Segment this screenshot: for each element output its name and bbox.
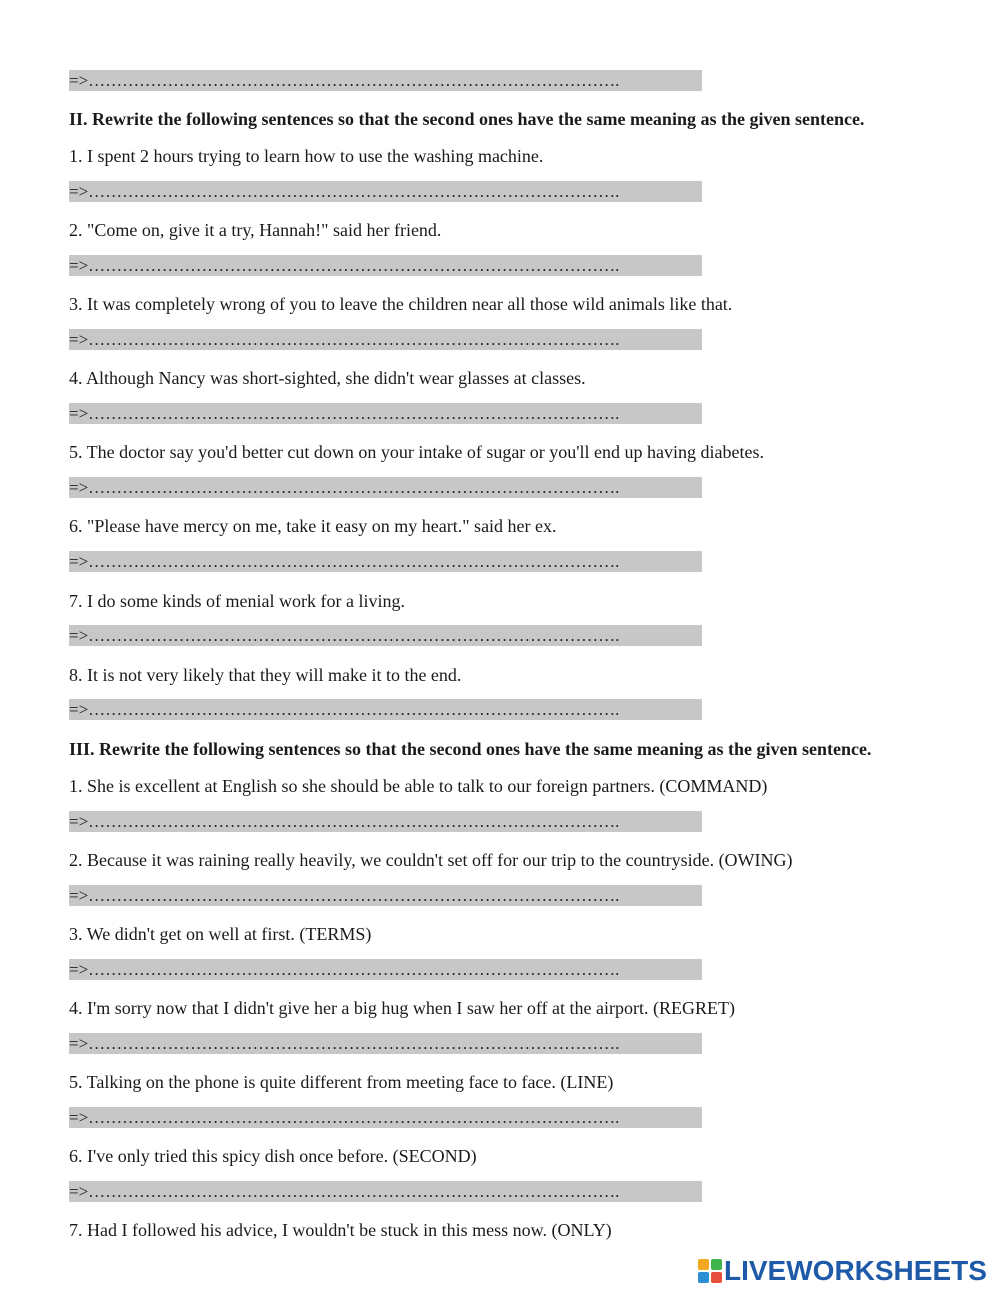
section-3-question-1: 1. She is excellent at English so she should be able to talk to our foreign partners. (COMMAND) [69,776,768,796]
section-3-heading: III. Rewrite the following sentences so that the second ones have the same meaning as the given sentence. [69,739,872,759]
section-3-answer-3[interactable]: =>…………………………………………………………………………………. [69,959,702,980]
section-3-answer-4[interactable]: =>…………………………………………………………………………………. [69,1033,702,1054]
section-2-answer-3[interactable]: =>…………………………………………………………………………………. [69,329,702,350]
section-2-question-6: 6. "Please have mercy on me, take it easy on my heart." said her ex. [69,516,557,536]
liveworksheets-logo-icon [698,1259,722,1283]
section-3-answer-5[interactable]: =>…………………………………………………………………………………. [69,1107,702,1128]
section-3-answer-1[interactable]: =>…………………………………………………………………………………. [69,811,702,832]
section-2-question-7: 7. I do some kinds of menial work for a living. [69,591,405,611]
section-2-heading: II. Rewrite the following sentences so that the second ones have the same meaning as the given sentence. [69,109,865,129]
section-2-answer-5[interactable]: =>…………………………………………………………………………………. [69,477,702,498]
section-2-question-2: 2. "Come on, give it a try, Hannah!" said her friend. [69,220,442,240]
section-3-question-4: 4. I'm sorry now that I didn't give her a big hug when I saw her off at the airport. (REGRET) [69,998,735,1018]
section-3-question-5: 5. Talking on the phone is quite different from meeting face to face. (LINE) [69,1072,614,1092]
section-2-answer-6[interactable]: =>…………………………………………………………………………………. [69,551,702,572]
section-2-answer-7[interactable]: =>…………………………………………………………………………………. [69,625,702,646]
section-2-answer-8[interactable]: =>…………………………………………………………………………………. [69,699,702,720]
answer-field-previous[interactable]: =>…………………………………………………………………………………. [69,70,702,91]
logo-text: LIVEWORKSHEETS [724,1255,987,1286]
section-2-question-3: 3. It was completely wrong of you to leave the children near all those wild animals like that. [69,294,733,314]
section-2-question-1: 1. I spent 2 hours trying to learn how to use the washing machine. [69,146,544,166]
section-2-question-8: 8. It is not very likely that they will make it to the end. [69,665,462,685]
section-2-answer-2[interactable]: =>…………………………………………………………………………………. [69,255,702,276]
section-2-answer-1[interactable]: =>…………………………………………………………………………………. [69,181,702,202]
section-3-question-2: 2. Because it was raining really heavily, we couldn't set off for our trip to the countryside. (OWING) [69,850,793,870]
section-2-answer-4[interactable]: =>…………………………………………………………………………………. [69,403,702,424]
section-2-question-4: 4. Although Nancy was short-sighted, she didn't wear glasses at classes. [69,368,586,388]
section-3-question-3: 3. We didn't get on well at first. (TERMS) [69,924,372,944]
section-3-question-7: 7. Had I followed his advice, I wouldn't be stuck in this mess now. (ONLY) [69,1220,612,1240]
section-3-answer-6[interactable]: =>…………………………………………………………………………………. [69,1181,702,1202]
liveworksheets-logo [698,1256,987,1286]
section-3-answer-2[interactable]: =>…………………………………………………………………………………. [69,885,702,906]
section-3-question-6: 6. I've only tried this spicy dish once before. (SECOND) [69,1146,477,1166]
section-2-question-5: 5. The doctor say you'd better cut down on your intake of sugar or you'll end up having diabetes. [69,442,764,462]
